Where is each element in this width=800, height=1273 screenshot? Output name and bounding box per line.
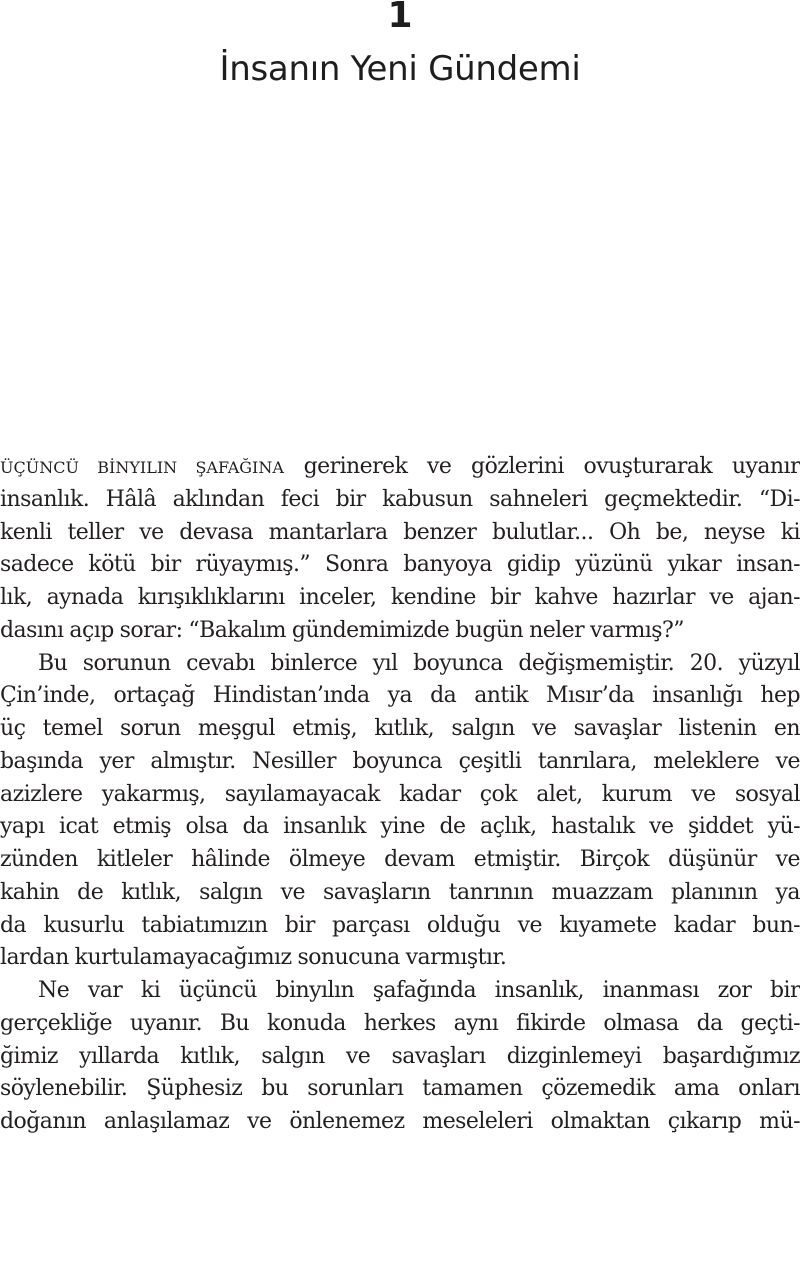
text-line: doğanın anlaşılamaz ve önlenemez meseleleri olmaktan çıkarıp mü- xyxy=(0,1109,800,1134)
text-line: gerçekliğe uyanır. Bu konuda herkes aynı fikirde olmasa da geçti- xyxy=(0,1010,800,1036)
text-line-content: gerinerek ve gözlerini ovuşturarak uyanır xyxy=(283,454,800,479)
text-line: zünden kitleler hâlinde ölmeye devam etmiştir. Birçok düşünür ve xyxy=(0,847,800,872)
text-line: lardan kurtulamayacağımız sonucuna varmıştır. xyxy=(0,945,507,971)
text-line: sadece kötü bir rüyaymış.” Sonra banyoya gidip yüzünü yıkar insan- xyxy=(0,552,800,578)
body-text xyxy=(0,451,800,1139)
text-line: azizlere yakarmış, sayılamayacak kadar çok alet, kurum ve sosyal xyxy=(0,781,800,807)
text-line: yapı icat etmiş olsa da insanlık yine de açlık, hastalık ve şiddet yü- xyxy=(0,814,800,840)
text-line: insanlık. Hâlâ aklından feci bir kabusun sahneleri geçmektedir. “Di- xyxy=(0,486,800,512)
text-line: başında yer almıştır. Nesiller boyunca çeşitli tanrılara, meleklere ve xyxy=(0,748,800,774)
paragraph-start-line: Ne var ki üçüncü binyılın şafağında insanlık, inanması zor bir xyxy=(38,978,800,1003)
text-line: ğimiz yıllarda kıtlık, salgın ve savaşları dizginlemeyi başardığımız xyxy=(0,1043,800,1069)
text-line: da kusurlu tabiatımızın bir parçası olduğu ve kıyamete kadar bun- xyxy=(0,912,800,938)
chapter-title: İnsanın Yeni Gündemi xyxy=(219,49,581,89)
text-line: dasını açıp sorar: “Bakalım gündemimizde bugün neler varmış?” xyxy=(0,617,684,643)
text-line xyxy=(0,451,800,484)
lead-in-smallcaps: ÜÇÜNCÜ BİNYILIN ŞAFAĞINA xyxy=(0,458,284,477)
text-line: lık, aynada kırışıklıklarını inceler, kendine bir kahve hazırlar ve ajan- xyxy=(0,585,800,610)
paragraph-start-line: Bu sorunun cevabı binlerce yıl boyunca değişmemiştir. 20. yüzyıl xyxy=(38,650,800,676)
text-line: söylenebilir. Şüphesiz bu sorunları tamamen çözemedik ama onları xyxy=(0,1076,800,1102)
text-line: Çin’inde, ortaçağ Hindistan’ında ya da antik Mısır’da insanlığı hep xyxy=(0,683,800,709)
text-line: kenli teller ve devasa mantarlara benzer bulutlar... Oh be, neyse ki xyxy=(0,519,800,545)
text-line: üç temel sorun meşgul etmiş, kıtlık, salgın ve savaşlar listenin en xyxy=(0,716,800,741)
chapter-number: 1 xyxy=(387,0,413,36)
text-line: kahin de kıtlık, salgın ve savaşların tanrının muazzam planının ya xyxy=(0,879,800,905)
